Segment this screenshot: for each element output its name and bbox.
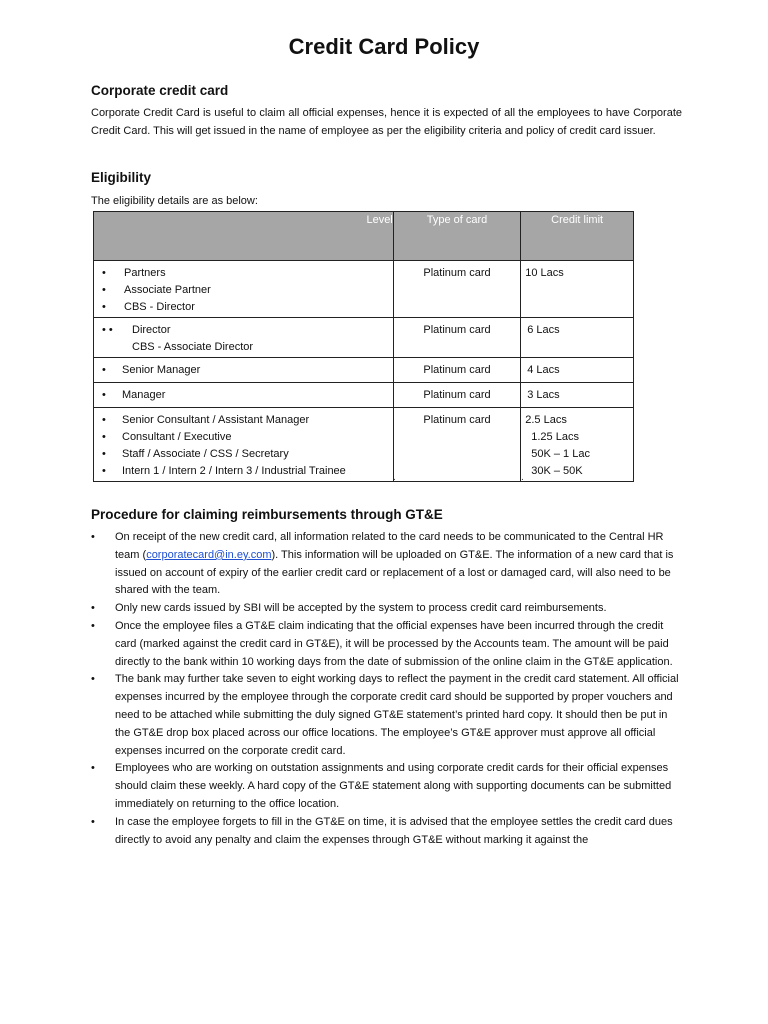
divider-mark: . xyxy=(632,472,635,483)
divider-mark: . xyxy=(521,472,524,483)
page-title: Credit Card Policy xyxy=(288,34,480,59)
procedure-list xyxy=(91,529,682,849)
header-type: Type of card xyxy=(393,212,521,261)
card-type: Platinum card xyxy=(423,414,491,426)
list-item: • Once the employee files a GT&E claim indicating that the official expenses have been incurred through the credit card (marked against the credit card in GT&E), it will be processed by the Accounts team. The amount will be paid directly to the bank within 10 working days from the date of submission of the online claim in the GT&E application. xyxy=(91,619,673,668)
bullet-icon: • xyxy=(91,815,95,828)
credit-limit: 6 Lacs xyxy=(527,324,560,336)
list-item: • Associate Partner xyxy=(102,284,211,296)
list-item: CBS - Associate Director xyxy=(132,341,254,353)
corporate-heading: Corporate credit card xyxy=(91,83,229,98)
card-type: Platinum card xyxy=(423,267,491,279)
list-item: • Senior Manager xyxy=(102,364,201,376)
list-item: • In case the employee forgets to fill in the GT&E on time, it is advised that the employee settles the credit card dues directly to avoid any penalty and claim the expenses through GT&E without marking it against the xyxy=(91,815,673,846)
header-limit: Credit limit xyxy=(521,212,634,261)
card-type: Platinum card xyxy=(423,389,491,401)
credit-limit: 10 Lacs xyxy=(525,267,564,279)
eligibility-intro: The eligibility details are as below: xyxy=(91,195,258,207)
bullet-icon: • xyxy=(91,619,95,632)
eligibility-table xyxy=(93,211,634,482)
list-item: • Only new cards issued by SBI will be accepted by the system to process credit card reimbursements. xyxy=(91,600,682,618)
header-level: Level xyxy=(94,212,394,261)
list-item: • The bank may further take seven to eight working days to reflect the payment in the credit card statement. All official expenses incurred by the employee through the corporate credit card should be supported by proper vouchers and need to be attached while submitting the duly signed GT&E statement’s printed hard copy. It should then be put in the GT&E drop box placed across our office locations. The employee’s GT&E approver must approve all official expenses incurred on the corporate credit card. xyxy=(91,673,679,757)
divider-mark: . xyxy=(92,472,95,483)
bullet-icon: • xyxy=(91,602,95,615)
table-row xyxy=(94,318,634,358)
corporate-paragraph: Corporate Credit Card is useful to claim all official expenses, hence it is expected of all the employees to have Corporate Credit Card. This will get issued in the name of employee as per the eligibility criteria and policy of credit card issuer. xyxy=(91,107,682,137)
list-item: • Staff / Associate / CSS / Secretary xyxy=(102,448,289,460)
credit-limit: 3 Lacs xyxy=(527,389,560,401)
bullet-icon: • xyxy=(91,762,95,775)
list-item: • Manager xyxy=(102,389,166,401)
list-item: • • Director xyxy=(102,324,171,336)
credit-limit: 4 Lacs xyxy=(527,364,560,376)
list-item: • CBS - Director xyxy=(102,301,195,313)
list-item: • Partners xyxy=(102,267,166,279)
list-item: • Consultant / Executive xyxy=(102,431,232,443)
list-item: • Senior Consultant / Assistant Manager xyxy=(102,414,310,426)
card-type: Platinum card xyxy=(423,364,491,376)
table-row xyxy=(94,408,634,482)
credit-limit: 2.5 Lacs 1.25 Lacs 50K – 1 Lac 30K – 50K xyxy=(525,414,590,477)
eligibility-heading: Eligibility xyxy=(91,170,152,185)
table-row xyxy=(94,383,634,408)
list-item: • On receipt of the new credit card, all information related to the card needs to be communicated to the Central HR team (corporatecard@in.ey.com). This information will be uploaded on GT&E. The information of a new card that is issued on account of expiry of the earlier credit card or replacement of a lost or damaged card, will also need to be shared with the team. xyxy=(91,531,674,597)
procedure-heading: Procedure for claiming reimbursements through GT&E xyxy=(91,507,443,522)
list-item: • Employees who are working on outstation assignments and using corporate credit cards for their official expenses should claim these weekly. A hard copy of the GT&E statement along with supporting documents can be submitted immediately on returning to the office location. xyxy=(91,762,672,810)
hr-email-link[interactable]: corporatecard@in.ey.com xyxy=(146,548,272,561)
table-row xyxy=(94,261,634,318)
bullet-icon: • xyxy=(91,531,95,543)
list-item: • Intern 1 / Intern 2 / Intern 3 / Industrial Trainee xyxy=(102,465,346,477)
card-type: Platinum card xyxy=(423,324,491,336)
table-row xyxy=(94,358,634,383)
bullet-icon: • xyxy=(91,673,95,686)
divider-mark: . xyxy=(393,472,396,483)
table-header-row xyxy=(94,212,634,261)
